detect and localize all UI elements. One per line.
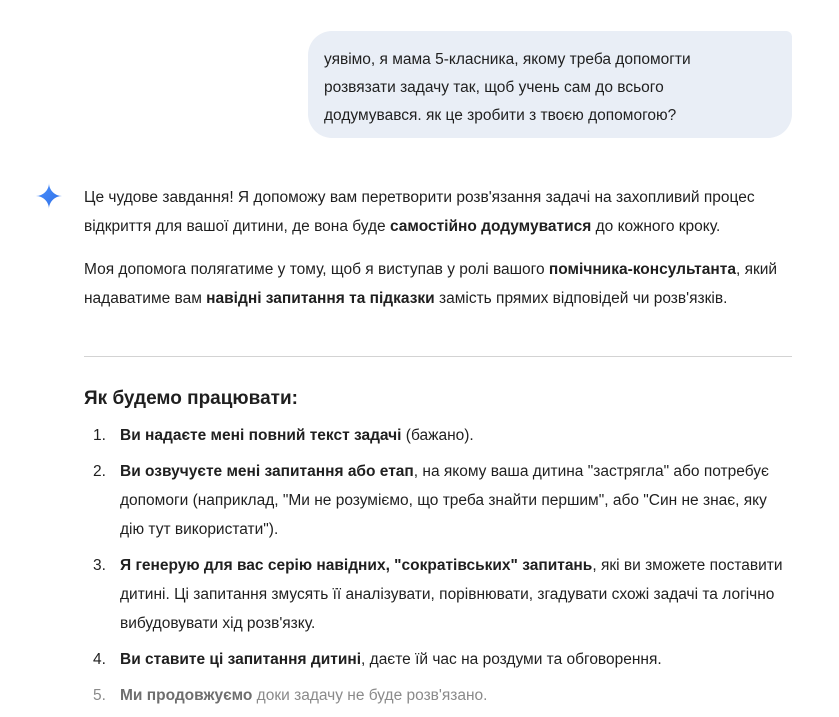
step-bold: Ви надаєте мені повний текст задачі bbox=[120, 427, 402, 444]
response-intro bbox=[84, 183, 794, 241]
user-message-line: уявімо, я мама 5-класника, якому треба допомогти bbox=[324, 51, 691, 68]
step-bold: Я генерую для вас серію навідних, "сократівських" запитань bbox=[120, 557, 593, 574]
step-number: 2. bbox=[93, 463, 106, 480]
help-text: , який надаватиме вам bbox=[84, 261, 778, 307]
user-message-bubble bbox=[308, 31, 792, 138]
step-number: 3. bbox=[93, 557, 106, 574]
list-item bbox=[84, 457, 792, 544]
step-number: 4. bbox=[93, 651, 106, 668]
step-number: 5. bbox=[93, 687, 106, 704]
help-text-end: замість прямих відповідей чи розв'язків. bbox=[434, 290, 728, 307]
section-heading: Як будемо працювати: bbox=[84, 388, 298, 409]
divider bbox=[84, 356, 792, 357]
help-bold: навідні запитання та підказки bbox=[206, 290, 435, 307]
help-text: Моя допомога полягатиме у тому, щоб я виступав у ролі вашого bbox=[84, 261, 549, 278]
intro-text-end: до кожного кроку. bbox=[591, 218, 721, 235]
steps-list bbox=[84, 421, 792, 717]
step-bold: Ви ставите ці запитання дитині bbox=[120, 651, 362, 668]
step-bold: Ви озвучуєте мені запитання або етап bbox=[120, 463, 414, 480]
assistant-response bbox=[84, 183, 794, 313]
step-number: 1. bbox=[93, 427, 106, 444]
step-text: , даєте їй час на роздуми та обговорення. bbox=[361, 651, 662, 668]
step-text: доки задачу не буде розв'язано. bbox=[252, 687, 488, 704]
list-item bbox=[84, 551, 792, 638]
step-text: , які ви зможете поставити дитині. Ці запитання змусять її аналізувати, порівнювати, згадувати схожі задачі та логічно вибудовувати хід розв'язку. bbox=[120, 557, 783, 632]
help-bold: помічника-консультанта bbox=[548, 261, 736, 278]
intro-text: Це чудове завдання! Я допоможу вам перетворити розв'язання задачі на захопливий процес відкриття для вашої дитини, де вона буде bbox=[84, 189, 755, 235]
list-item bbox=[84, 421, 792, 450]
step-text: (бажано). bbox=[401, 427, 474, 444]
user-message-line: розвязати задачу так, щоб учень сам до всього bbox=[324, 79, 664, 96]
list-item bbox=[84, 681, 792, 710]
list-item bbox=[84, 645, 792, 674]
step-text: , на якому ваша дитина "застрягла" або потребує допомоги (наприклад, "Ми не розуміємо, що треба знайти першим", або "Син не знає, яку дію тут використати"). bbox=[120, 463, 769, 538]
gemini-sparkle-icon bbox=[36, 183, 62, 209]
intro-bold: самостійно додумуватися bbox=[390, 218, 592, 235]
response-help bbox=[84, 255, 794, 313]
step-bold: Ми продовжуємо bbox=[120, 687, 253, 704]
user-message-line: додумувався. як це зробити з твоєю допомогою? bbox=[324, 107, 677, 124]
